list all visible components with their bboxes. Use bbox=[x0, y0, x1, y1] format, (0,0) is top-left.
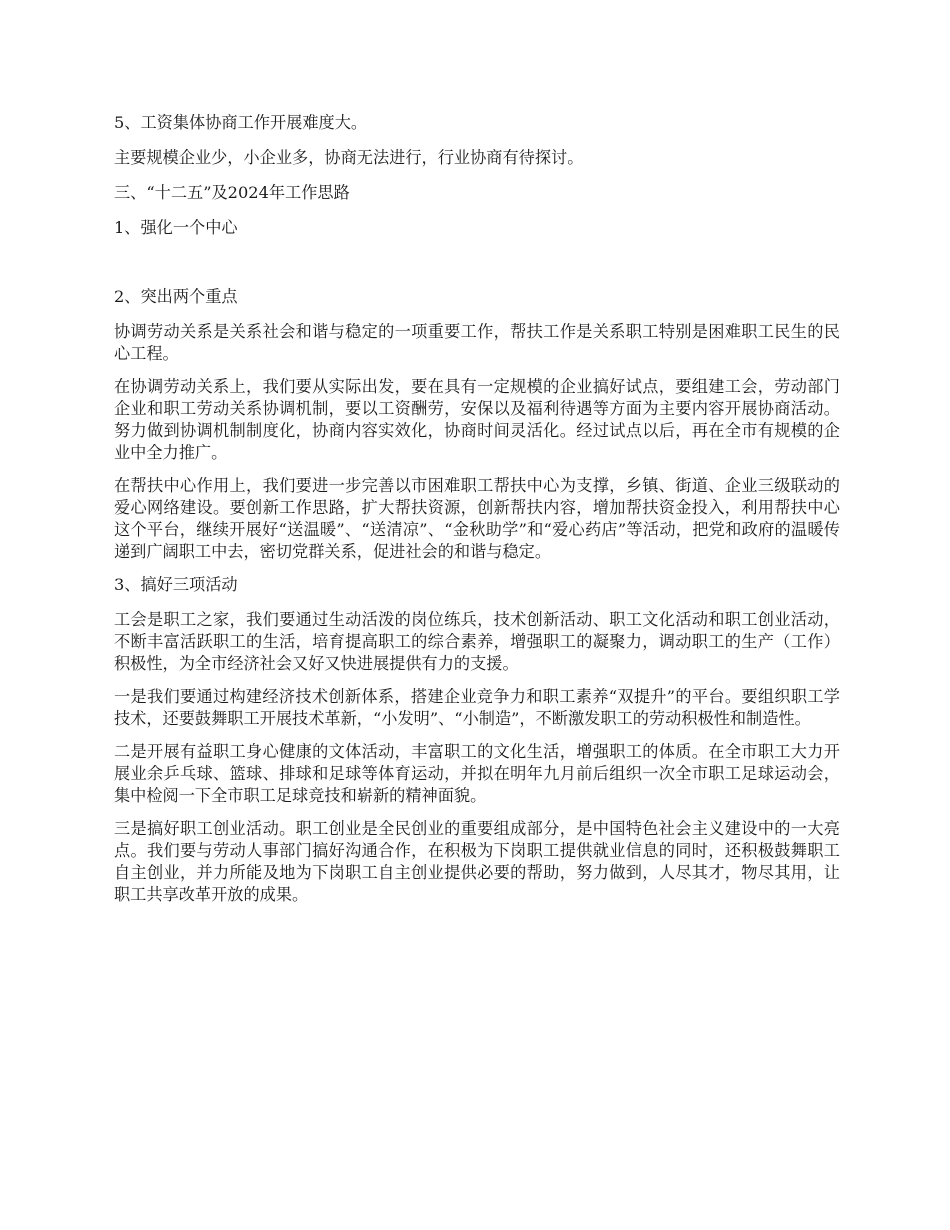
section-heading-wage-negotiation: 5、工资集体协商工作开展难度大。 bbox=[114, 113, 368, 132]
section-heading-work-ideas: 三、“十二五”及2024年工作思路 bbox=[114, 183, 350, 202]
paragraph-third-entrepreneurship: 三是搞好职工创业活动。职工创业是全民创业的重要组成部分，是中国特色社会主义建设中的一大亮点。我们要与劳动人事部门搞好沟通合作，在积极为下岗职工提供就业信息的同时，还积极鼓舞职工自主创业，并力所能及地为下岗职工自主创业提供必要的帮助，努力做到，人尽其才，物尽其用，让职工共享改革开放的成果。 bbox=[114, 819, 840, 904]
paragraph-labor-relations-coordination: 在协调劳动关系上，我们要从实际出发，要在具有一定规模的企业搞好试点，要组建工会，劳动部门企业和职工劳动关系协调机制，要以工资酬劳，安保以及福利待遇等方面为主要内容开展协商活动。努力做到协调机制制度化，协商内容实效化，协商时间灵活化。经过试点以后，再在全市有规模的企业中全力推广。 bbox=[114, 377, 840, 462]
section-heading-one-center: 1、强化一个中心 bbox=[114, 218, 238, 237]
section-heading-three-activities: 3、搞好三项活动 bbox=[114, 575, 238, 594]
paragraph-union-home: 工会是职工之家，我们要通过生动活泼的岗位练兵，技术创新活动、职工文化活动和职工创业活动，不断丰富活跃职工的生活，培育提高职工的综合素养，增强职工的凝聚力，调动职工的生产（工作）积极性，为全市经济社会又好又快进展提供有力的支援。 bbox=[114, 610, 840, 673]
paragraph-first-innovation: 一是我们要通过构建经济技术创新体系，搭建企业竞争力和职工素养“双提升”的平台。要组织职工学技术，还要鼓舞职工开展技术革新，“小发明”、“小制造”，不断激发职工的劳动积极性和制造性。 bbox=[114, 687, 840, 728]
paragraph-negotiation-difficulty: 主要规模企业少，小企业多，协商无法进行，行业协商有待探讨。 bbox=[114, 148, 584, 167]
document-body bbox=[114, 112, 840, 917]
paragraph-second-sports: 二是开展有益职工身心健康的文体活动，丰富职工的文化生活，增强职工的体质。在全市职工大力开展业余乒乓球、篮球、排球和足球等体育运动，并拟在明年九月前后组织一次全市职工足球运动会，集中检阅一下全市职工足球竞技和崭新的精神面貌。 bbox=[114, 742, 840, 805]
paragraph-assistance-center: 在帮扶中心作用上，我们要进一步完善以市困难职工帮扶中心为支撑，乡镇、街道、企业三级联动的爱心网络建设。要创新工作思路，扩大帮扶资源，创新帮扶内容，增加帮扶资金投入，利用帮扶中心这个平台，继续开展好“送温暖”、“送清凉”、“金秋助学”和“爱心药店”等活动，把党和政府的温暖传递到广阔职工中去，密切党群关系，促进社会的和谐与稳定。 bbox=[114, 476, 840, 561]
paragraph-labor-relations-intro: 协调劳动关系是关系社会和谐与稳定的一项重要工作，帮扶工作是关系职工特别是困难职工民生的民心工程。 bbox=[114, 322, 840, 363]
section-heading-two-priorities: 2、突出两个重点 bbox=[114, 287, 238, 306]
